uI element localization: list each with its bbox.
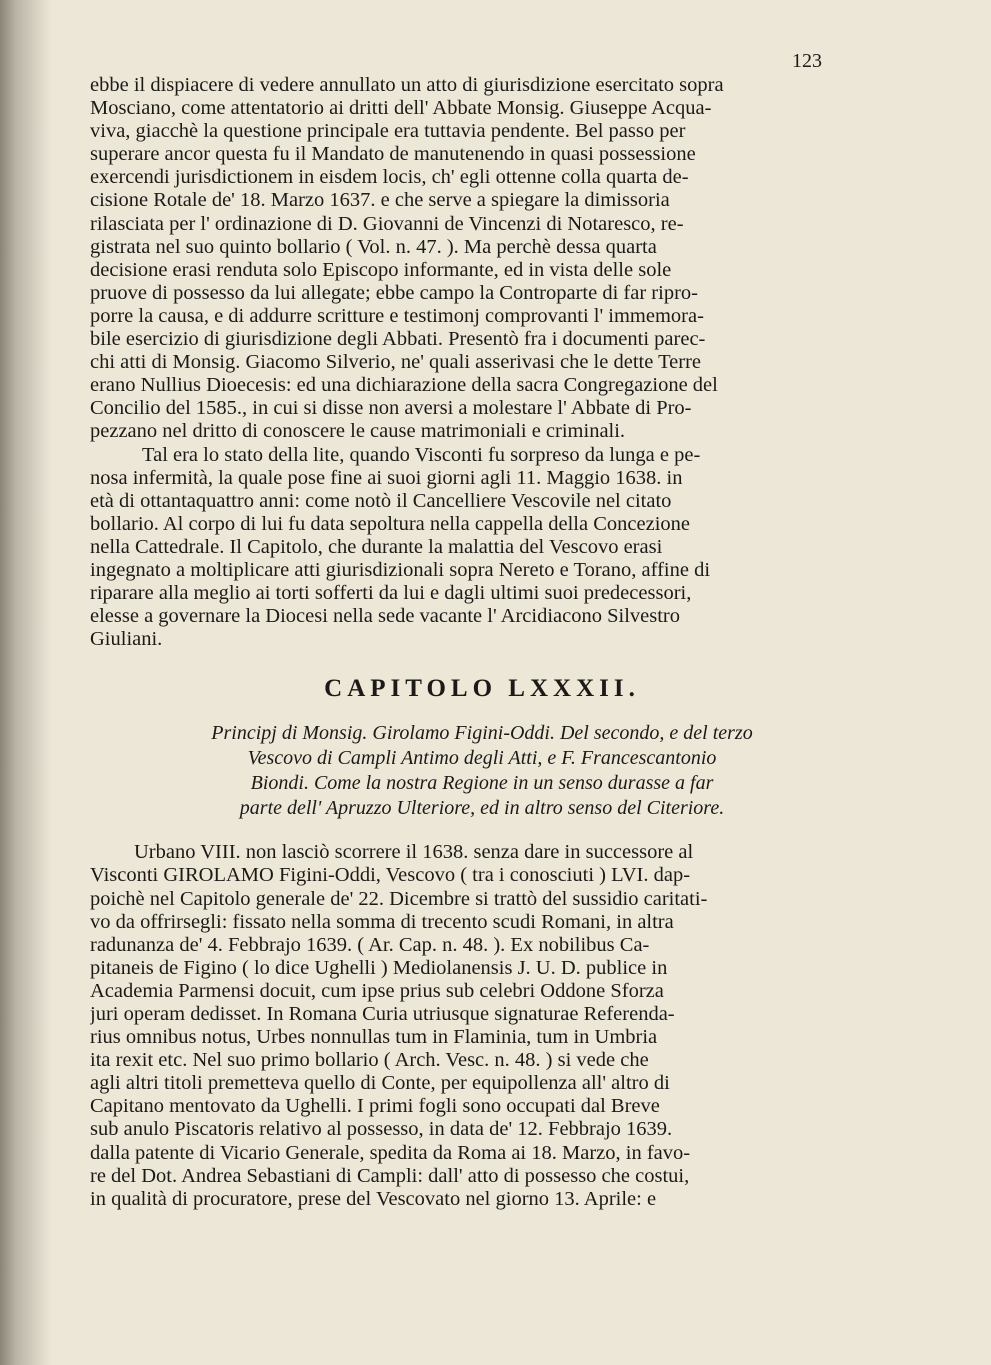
chapter-title: CAPITOLO LXXXII. [324,675,640,703]
text-line: chi atti di Monsig. Giacomo Silverio, ne' quali asserivasi che le dette Terre [90,351,702,374]
text-line: Tal era lo stato della lite, quando Visconti fu sorpreso da lunga e pe- [142,443,701,466]
subtitle-line: Biondi. Come la nostra Regione in un senso durasse a far [250,772,714,795]
paragraph-2 [90,444,874,652]
text-line: rilasciata per l' ordinazione di D. Giovanni de Vincenzi di Notaresco, re- [90,212,684,235]
paragraph-1 [90,74,874,444]
text-line: rius omnibus notus, Urbes nonnullas tum in Flaminia, tum in Umbria [90,1026,658,1049]
subtitle-line: Vescovo di Campli Antimo degli Atti, e F. Francescantonio [247,747,717,770]
text-line: sub anulo Piscatoris relativo al possesso, in data de' 12. Febbrajo 1639. [90,1118,673,1141]
text-line: Visconti GIROLAMO Figini-Oddi, Vescovo ( tra i conosciuti ) LVI. dap- [90,864,691,887]
text-line: pezzano nel dritto di conoscere le cause matrimoniali e criminali. [90,420,626,443]
text-line: poichè nel Capitolo generale de' 22. Dicembre si trattò del sussidio caritati- [90,887,708,910]
text-line: in qualità di procuratore, prese del Vescovato nel giorno 13. Aprile: e [90,1187,657,1210]
book-gutter-shadow [0,0,52,1365]
text-line: porre la causa, e di addurre scritture e testimonj comprovanti l' immemora- [90,304,704,327]
text-line: erano Nullius Dioecesis: ed una dichiarazione della sacra Congregazione del [90,374,718,397]
chapter-subtitle [102,721,862,821]
text-line: dalla patente di Vicario Generale, spedita da Roma ai 18. Marzo, in favo- [90,1141,691,1164]
text-line: ebbe il dispiacere di vedere annullato un atto di giurisdizione esercitato sopra [90,74,724,96]
subtitle-line: Principj di Monsig. Girolamo Figini-Oddi. Del secondo, e del terzo [211,722,753,745]
text-line: radunanza de' 4. Febbrajo 1639. ( Ar. Cap. n. 48. ). Ex nobilibus Ca- [90,933,650,956]
page-number: 123 [792,50,822,72]
text-line: agli altri titoli premetteva quello di Conte, per equipollenza all' altro di [90,1072,670,1095]
text-line: juri operam dedisset. In Romana Curia utriusque signaturae Referenda- [90,1003,675,1025]
text-line: nosa infermità, la quale pose fine ai suoi giorni agli 11. Maggio 1638. in [90,466,683,489]
text-line: elesse a governare la Diocesi nella sede vacante l' Arcidiacono Silvestro [90,605,680,628]
text-line: ita rexit etc. Nel suo primo bollario ( Arch. Vesc. n. 48. ) si vede che [90,1049,649,1072]
text-line: pruove di possesso da lui allegate; ebbe campo la Controparte di far ripro- [90,281,698,304]
text-line: bollario. Al corpo di lui fu data sepoltura nella cappella della Concezione [90,512,690,535]
text-line: nella Cattedrale. Il Capitolo, che durante la malattia del Vescovo erasi [90,535,663,558]
text-line: bile esercizio di giurisdizione degli Abbati. Presentò fra i documenti parec- [90,328,706,351]
text-line: ingegnato a moltiplicare atti giurisdizionali sopra Nereto e Torano, affine di [90,558,711,581]
text-line: exercendi jurisdictionem in eisdem locis, ch' egli ottenne colla quarta de- [90,166,689,189]
text-line: Academia Parmensi docuit, cum ipse prius sub celebri Oddone Sforza [90,979,664,1002]
paragraph-3 [90,841,874,1211]
text-line: vo da offrirsegli: fissato nella somma di trecento scudi Romani, in altra [90,910,674,933]
text-line: Concilio del 1585., in cui si disse non aversi a molestare l' Abbate di Pro- [90,397,692,420]
text-line: Giuliani. [90,628,163,651]
text-line: gistrata nel suo quinto bollario ( Vol. n. 47. ). Ma perchè dessa quarta [90,235,657,258]
text-line: riparare alla meglio ai torti sofferti da lui e dagli ultimi suoi predecessori, [90,582,692,605]
text-line: viva, giacchè la questione principale era tuttavia pendente. Bel passo per [90,120,686,143]
text-line: Urbano VIII. non lasciò scorrere il 1638. senza dare in successore al [134,841,694,864]
text-line: superare ancor questa fu il Mandato de manutenendo in quasi possessione [90,143,696,166]
text-line: re del Dot. Andrea Sebastiani di Campli: dall' atto di possesso che costui, [90,1164,690,1187]
text-line: cisione Rotale de' 18. Marzo 1637. e che serve a spiegare la dimissoria [90,189,670,212]
text-line: decisione erasi renduta solo Episcopo informante, ed in vista delle sole [90,258,672,281]
text-line: età di ottantaquattro anni: come notò il Cancelliere Vescovile nel citato [90,489,672,512]
text-line: Capitano mentovato da Ughelli. I primi fogli sono occupati dal Breve [90,1095,660,1118]
text-line: pitaneis de Figino ( lo dice Ughelli ) Mediolanensis J. U. D. publice in [90,956,668,979]
subtitle-line: parte dell' Apruzzo Ulteriore, ed in altro senso del Citeriore. [239,797,725,820]
page-content [90,48,874,1211]
text-line: Mosciano, come attentatorio ai dritti dell' Abbate Monsig. Giuseppe Acqua- [90,97,712,120]
